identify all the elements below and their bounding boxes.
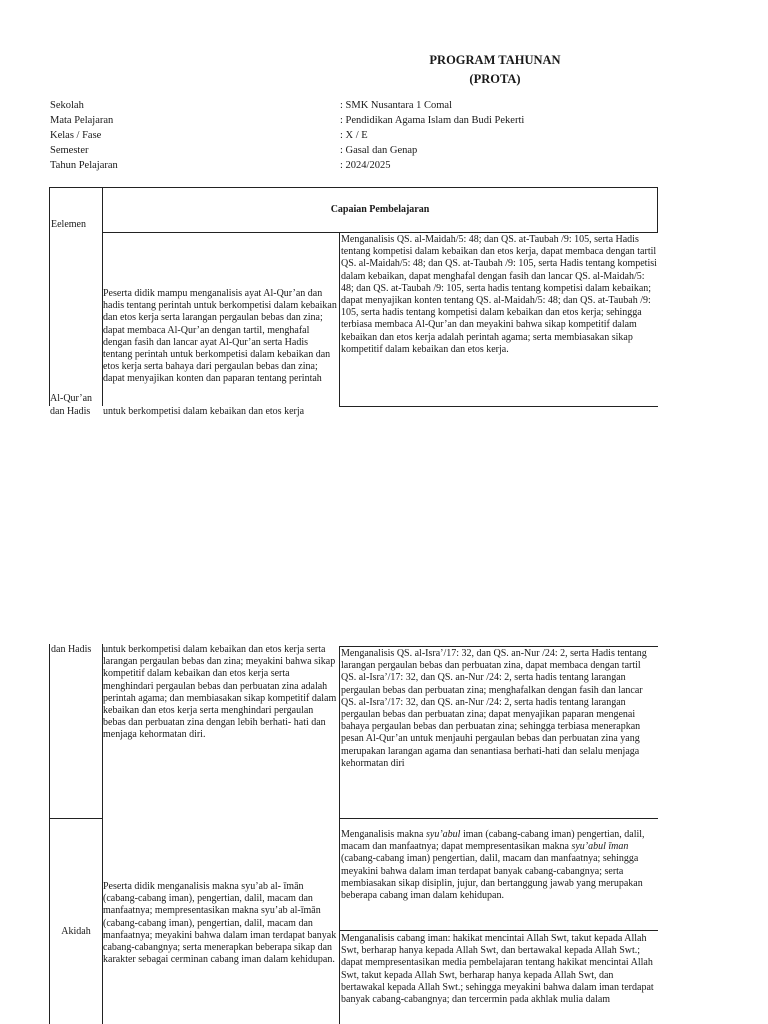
table-border xyxy=(49,187,50,406)
table-border xyxy=(340,406,658,407)
meta-value-kelas: : X / E xyxy=(340,130,368,141)
elemen-cut-text: dan Hadis xyxy=(50,406,91,417)
tujuan-akidah-1-text-a: Menganalisis makna xyxy=(341,829,426,840)
tujuan-akidah-1 xyxy=(341,829,657,927)
table-border xyxy=(339,232,340,407)
tujuan-alquran-1: Menganalisis QS. al-Maidah/5: 48; dan QS. at-Taubah /9: 105, serta Hadis tentang kompetisi dalam kebaikan dan etos kerja, dapat membaca dengan tartil QS. al-Maidah/5: 48; dan QS. at-Taubah /9: 105, serta Hadis tentang kompetisi dalam kebaikan, dapat menghafal dengan fasih dan lancar QS. al-Maidah/5: 48; dan QS. at-Taubah /9: 105, serta hadis tentang kompetisi dalam kebaikan; dapat menyajikan konten tentang QS. al-Maidah/5: 48; dan QS. at-Taubah /9: 105, serta hadis tentang kompetisi dalam kebaikan dan etos kerja; sehingga terbiasa membaca Al-Qur’an dan meyakini bahwa sikap kompetitif dalam kebaikan dan etos kerja adalah perintah agama; serta membiasakan sikap kompetitif dalam kebaikan dan etos kerja. xyxy=(341,234,657,355)
table-border xyxy=(49,644,50,1024)
capaian-alquran: Peserta didik mampu menganalisis ayat Al-Qur’an dan hadis tentang perintah untuk berkompetisi dalam kebaikan dan etos kerja serta larangan pergaulan bebas dan zina; dapat membaca Al-Qur’an dengan tartil, menghafal dengan fasih dan lancar ayat Al-Qur’an serta Hadis tentang perintah untuk berkompetisi dalam kebaikan dan etos kerja serta bahaya dari pergaulan bebas dan zina; dapat menyajikan konten dan paparan tentang perintah xyxy=(103,288,337,385)
elemen-akidah: Akidah xyxy=(61,926,91,937)
tujuan-akidah-1-text-c: (cabang-cabang iman) pengertian, dalil, macam dan manfaatnya; sehingga meyakini bahwa dalam iman terdapat banyak cabang-cabangnya; serta membiasakan sikap disiplin, jujur, dan bertanggung jawab yang merupakan beberapa cabang iman dalam kehidupan. xyxy=(341,853,643,902)
capaian-akidah: Peserta didik menganalisis makna syu’ab al- īmān (cabang-cabang iman), pengertian, dalil, macam dan manfaatnya; mempresentasikan makna syu’ab al-īmān (cabang-cabang iman), pengertian, dalil, macam dan manfaatnya; meyakini bahwa dalam iman terdapat banyak cabang-cabangnya; serta menerapkan beberapa sikap dan karakter sebagai cerminan cabang iman dalam kehidupan. xyxy=(103,881,337,966)
tujuan-akidah-1-italic-b: syu’abul īman xyxy=(571,841,629,853)
table-border xyxy=(340,818,658,819)
meta-value-mata-pelajaran: : Pendidikan Agama Islam dan Budi Pekerti xyxy=(340,115,525,126)
column-header-elemen: Eelemen xyxy=(51,219,86,230)
tujuan-alquran-2: Menganalisis QS. al-Isra’/17: 32, dan QS. an-Nur /24: 2, serta Hadis tentang larangan pergaulan bebas dan perbuatan zina, dapat membaca dengan tartil QS. al-Isra’/17: 32, dan QS. an-Nur /24: 2, serta hadis tentang larangan pergaulan bebas dan perbuatan zina; menghafalkan dengan fasih dan lancar QS. al-Isra’/17: 32, dan QS. an-Nur /24: 2, serta hadis tentang larangan pergaulan bebas dan perbuatan zina; dapat menyajikan paparan mengenai bahaya pergaulan bebas dan perbuatan zina; sehingga terbiasa menerapkan pesan Al-Qur’an untuk menjauhi pergaulan bebas dan perbuatan zina yang merupakan larangan agama dan senantiasa berhati-hati dan selalu menjaga kehormatan diri xyxy=(341,648,647,769)
table-border xyxy=(340,930,658,931)
tujuan-akidah-1-italic-a: syu’abul xyxy=(425,829,461,840)
document-subtitle: (PROTA) xyxy=(469,72,521,86)
elemen-alquran-cont: dan Hadis xyxy=(51,644,92,655)
meta-value-semester: : Gasal dan Genap xyxy=(340,145,418,156)
tujuan-akidah-2: Menganalisis cabang iman: hakikat mencintai Allah Swt, takut kepada Allah Swt, berharap hanya kepada Allah Swt, dan bertawakal kepada Allah Swt.; dapat mempresentasikan media pembelajaran tentang hakikat mencintai Allah Swt, takut kepada Allah Swt, berharap hanya kepada Allah Swt, dan bertawakal kepada Allah Swt.; sehingga meyakini bahwa dalam iman terdapat banyak cabang-cabangnya; dan tercermin pada akhlak mulia dalam xyxy=(341,933,654,1006)
meta-value-tahun: : 2024/2025 xyxy=(340,160,391,171)
table-border xyxy=(103,232,658,233)
meta-label-mata-pelajaran: Mata Pelajaran xyxy=(50,115,114,126)
meta-label-semester: Semester xyxy=(50,145,89,156)
meta-label-kelas: Kelas / Fase xyxy=(50,130,102,141)
capaian-cut-text: untuk berkompetisi dalam kebaikan dan etos kerja xyxy=(103,406,305,417)
table-border xyxy=(339,646,340,1024)
document-title: PROGRAM TAHUNAN xyxy=(429,53,561,67)
capaian-alquran-cont: untuk berkompetisi dalam kebaikan dan etos kerja serta larangan pergaulan bebas dan zina; meyakini bahwa sikap kompetitif dalam kebaikan dan etos kerja serta menghindari pergaulan bebas dan perbuatan zina adalah perintah agama; dan membiasakan sikap kompetitif dalam kebaikan dan etos kerja serta menghindari pergaulan bebas dan perbuatan zina dengan lebih berhati- hati dan menjaga kehormatan diri. xyxy=(103,644,337,741)
column-header-capaian: Capaian Pembelajaran xyxy=(330,204,430,215)
table-border xyxy=(657,187,658,233)
table-border xyxy=(49,187,658,188)
elemen-alquran: Al-Qur’an xyxy=(50,393,93,404)
table-border xyxy=(49,818,103,819)
meta-value-sekolah: : SMK Nusantara 1 Comal xyxy=(340,100,452,111)
tujuan-akidah-1-text-b: iman (cabang-cabang iman) pengertian, dalil, macam dan manfaatnya; dapat mempresentasikan makna xyxy=(341,829,645,853)
meta-label-tahun: Tahun Pelajaran xyxy=(50,160,118,171)
table-border xyxy=(340,646,658,647)
meta-label-sekolah: Sekolah xyxy=(50,100,84,111)
